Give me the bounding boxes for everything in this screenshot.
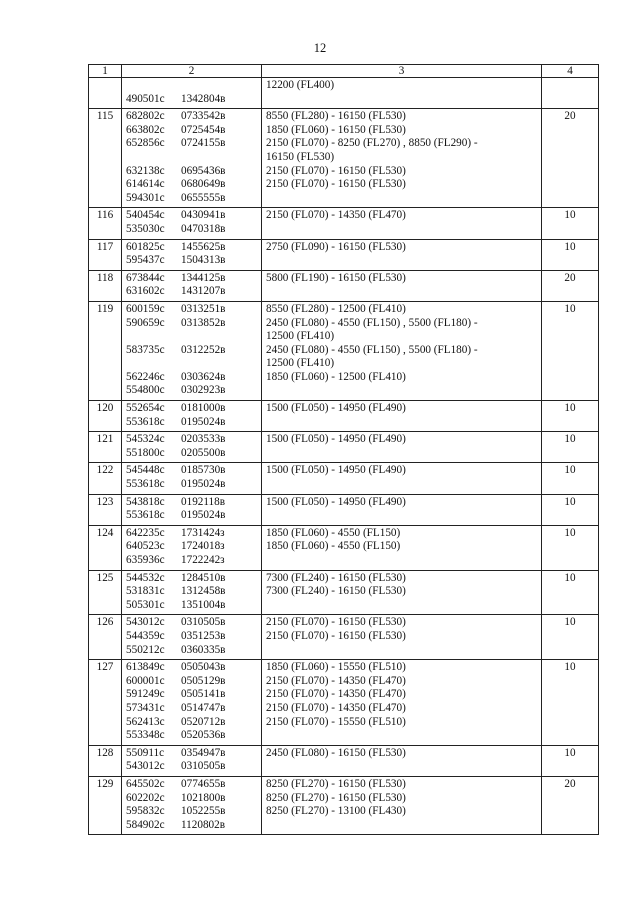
- longitude: 1431207в: [181, 285, 226, 298]
- altitude-range: 2150 (FL070) - 8250 (FL270) , 8850 (FL290) -: [266, 137, 478, 150]
- latitude: 554800с: [126, 384, 165, 397]
- longitude: 1312458в: [181, 585, 226, 598]
- coordinate-line: [126, 630, 257, 644]
- coordinates-cell: [122, 301, 262, 400]
- coordinate-line: [126, 151, 257, 165]
- table-row: [89, 660, 599, 746]
- row-number: 115: [89, 109, 122, 208]
- value-cell: 10: [542, 494, 599, 525]
- longitude: 0185730в: [181, 464, 226, 477]
- row-number: 116: [89, 208, 122, 239]
- coordinate-line: [126, 416, 257, 430]
- latitude: 540454с: [126, 209, 165, 222]
- latitude: 614614с: [126, 178, 165, 191]
- longitude: 0181000в: [181, 402, 226, 415]
- altitude-range: 2150 (FL070) - 16150 (FL530): [266, 616, 406, 629]
- table-row: [89, 776, 599, 834]
- latitude: 602202с: [126, 791, 165, 804]
- coordinate-line: [126, 729, 257, 743]
- value-cell: 10: [542, 301, 599, 400]
- coordinates-cell: [122, 401, 262, 432]
- coordinate-line: [126, 675, 257, 689]
- row-number: 118: [89, 270, 122, 301]
- latitude: 600159с: [126, 302, 165, 315]
- coordinate-line: [126, 819, 257, 833]
- row-number: 126: [89, 615, 122, 660]
- coordinate-line: [126, 330, 257, 344]
- longitude: 0310505в: [181, 616, 226, 629]
- latitude: 642235с: [126, 526, 165, 539]
- coordinate-line: [126, 760, 257, 774]
- row-number: 122: [89, 463, 122, 494]
- altitude-range: 8250 (FL270) - 16150 (FL530): [266, 791, 406, 804]
- longitude: 0724155в: [181, 137, 226, 150]
- longitude: 0774655в: [181, 777, 226, 790]
- coordinate-line: [126, 93, 257, 107]
- altitude-range: 2150 (FL070) - 14350 (FL470): [266, 688, 406, 701]
- longitude: 1052255в: [181, 805, 226, 818]
- coordinate-line: [126, 778, 257, 792]
- longitude: 1722242з: [181, 554, 225, 566]
- coordinates-cell: [122, 776, 262, 834]
- altitude-range: 2450 (FL080) - 16150 (FL530): [266, 746, 406, 759]
- value-cell: 10: [542, 615, 599, 660]
- value-cell: [542, 78, 599, 109]
- altitude-range: 8250 (FL270) - 13100 (FL430): [266, 805, 406, 818]
- altitude-range-cell: [262, 525, 542, 570]
- altitude-range: 7300 (FL240) - 16150 (FL530): [266, 585, 406, 598]
- longitude: 0514747в: [181, 701, 226, 714]
- altitude-range: 2150 (FL070) - 14350 (FL470): [266, 701, 406, 714]
- longitude: 0195024в: [181, 509, 226, 522]
- coordinate-line: [126, 402, 257, 416]
- value-cell: 10: [542, 401, 599, 432]
- latitude: 652856с: [126, 137, 165, 150]
- table-row: [89, 570, 599, 615]
- airspace-table: [88, 64, 599, 835]
- longitude: 0505043в: [181, 661, 226, 674]
- table-header-row: [89, 65, 599, 78]
- value-cell: 10: [542, 525, 599, 570]
- altitude-range: 8550 (FL280) - 12500 (FL410): [266, 302, 406, 315]
- latitude: 573431с: [126, 701, 165, 714]
- latitude: 663802с: [126, 123, 165, 136]
- longitude: 1724018з: [181, 540, 225, 553]
- coordinate-line: [126, 303, 257, 317]
- latitude: 595832с: [126, 805, 165, 818]
- table-row: [89, 432, 599, 463]
- coordinate-line: [126, 496, 257, 510]
- coordinate-line: [126, 716, 257, 730]
- latitude: 613849с: [126, 661, 165, 674]
- altitude-range: 1500 (FL050) - 14950 (FL490): [266, 402, 406, 415]
- longitude: 1021800в: [181, 791, 226, 804]
- latitude: 631602с: [126, 285, 165, 298]
- altitude-range: 2150 (FL070) - 16150 (FL530): [266, 178, 406, 191]
- coordinate-line: [126, 509, 257, 523]
- table-row: [89, 494, 599, 525]
- altitude-range: 2150 (FL070) - 14350 (FL470): [266, 674, 406, 687]
- latitude: 583735с: [126, 343, 165, 356]
- table-row: [89, 745, 599, 776]
- coordinate-line: [126, 688, 257, 702]
- altitude-range-cell: [262, 463, 542, 494]
- coordinates-cell: [122, 270, 262, 301]
- coordinates-cell: [122, 525, 262, 570]
- altitude-range-cell: [262, 660, 542, 746]
- value-cell: 20: [542, 776, 599, 834]
- longitude: 0695436в: [181, 164, 226, 177]
- table-row: [89, 525, 599, 570]
- latitude: 553618с: [126, 478, 165, 491]
- longitude: 0303624в: [181, 370, 226, 383]
- coordinate-line: [126, 272, 257, 286]
- row-number: 127: [89, 660, 122, 746]
- longitude: 0520536в: [181, 729, 226, 742]
- altitude-range: 1850 (FL060) - 4550 (FL150): [266, 526, 401, 539]
- latitude: 544359с: [126, 629, 165, 642]
- latitude: 635936с: [126, 554, 165, 566]
- table-row: [89, 615, 599, 660]
- latitude: 550911с: [126, 746, 165, 759]
- coordinate-line: [126, 585, 257, 599]
- altitude-range: 2450 (FL080) - 4550 (FL150) , 5500 (FL180) -: [266, 316, 478, 329]
- altitude-range: 12500 (FL410): [266, 330, 335, 343]
- latitude: 552654с: [126, 402, 165, 415]
- altitude-range-cell: [262, 745, 542, 776]
- altitude-range-cell: [262, 78, 542, 109]
- latitude: 632138с: [126, 164, 165, 177]
- altitude-range-cell: [262, 432, 542, 463]
- latitude: 553618с: [126, 509, 165, 522]
- altitude-range: 2150 (FL070) - 15550 (FL510): [266, 715, 406, 728]
- latitude: 543012с: [126, 760, 165, 773]
- coordinate-line: [126, 110, 257, 124]
- coordinate-line: [126, 165, 257, 179]
- row-number: 123: [89, 494, 122, 525]
- longitude: 1120802в: [181, 818, 226, 831]
- header-col-4: 4: [542, 65, 599, 78]
- latitude: 562413с: [126, 715, 165, 728]
- coordinate-line: [126, 747, 257, 761]
- coordinates-cell: [122, 570, 262, 615]
- altitude-range-cell: [262, 570, 542, 615]
- coordinate-line: [126, 137, 257, 151]
- table-row: [89, 301, 599, 400]
- altitude-range: 2150 (FL070) - 16150 (FL530): [266, 629, 406, 642]
- longitude: 0313852в: [181, 316, 226, 329]
- latitude: 553348с: [126, 729, 165, 742]
- coordinates-cell: [122, 745, 262, 776]
- longitude: 1284510в: [181, 571, 226, 584]
- altitude-range: 16150 (FL530): [266, 150, 335, 163]
- altitude-range-cell: [262, 208, 542, 239]
- coordinate-line: [126, 464, 257, 478]
- table-row: [89, 78, 599, 109]
- header-col-3: 3: [262, 65, 542, 78]
- coordinate-line: [126, 192, 257, 206]
- latitude: 531831с: [126, 585, 165, 598]
- altitude-range-cell: [262, 270, 542, 301]
- latitude: 595437с: [126, 254, 165, 267]
- coordinate-line: [126, 124, 257, 138]
- altitude-range: 8550 (FL280) - 16150 (FL530): [266, 110, 406, 123]
- coordinate-line: [126, 79, 257, 93]
- longitude: 0725454в: [181, 123, 226, 136]
- coordinate-line: [126, 285, 257, 299]
- table-row: [89, 239, 599, 270]
- coordinate-line: [126, 433, 257, 447]
- latitude: 591249с: [126, 688, 165, 701]
- value-cell: 10: [542, 745, 599, 776]
- latitude: 673844с: [126, 271, 165, 284]
- coordinate-line: [126, 209, 257, 223]
- coordinate-line: [126, 178, 257, 192]
- coordinate-line: [126, 527, 257, 541]
- altitude-range: 2150 (FL070) - 16150 (FL530): [266, 164, 406, 177]
- altitude-range: 8250 (FL270) - 16150 (FL530): [266, 777, 406, 790]
- table-row: [89, 109, 599, 208]
- row-number: 117: [89, 239, 122, 270]
- value-cell: 20: [542, 109, 599, 208]
- altitude-range: 1850 (FL060) - 4550 (FL150): [266, 540, 401, 553]
- coordinates-cell: [122, 494, 262, 525]
- longitude: 0312252в: [181, 343, 226, 356]
- coordinate-line: [126, 344, 257, 358]
- latitude: 584902с: [126, 818, 165, 831]
- table-row: [89, 401, 599, 432]
- table-row: [89, 270, 599, 301]
- coordinates-cell: [122, 239, 262, 270]
- latitude: 543012с: [126, 616, 165, 629]
- longitude: 0310505в: [181, 760, 226, 773]
- latitude: 594301с: [126, 191, 165, 204]
- row-number: 121: [89, 432, 122, 463]
- coordinate-line: [126, 478, 257, 492]
- coordinates-cell: [122, 463, 262, 494]
- coordinates-cell: [122, 615, 262, 660]
- longitude: 0205500в: [181, 446, 226, 459]
- altitude-range: 1850 (FL060) - 12500 (FL410): [266, 370, 406, 383]
- altitude-range: 12200 (FL400): [266, 79, 335, 91]
- coordinate-line: [126, 805, 257, 819]
- longitude: 1344125в: [181, 271, 226, 284]
- latitude: 545448с: [126, 464, 165, 477]
- longitude: 1731424з: [181, 526, 225, 539]
- altitude-range: 2450 (FL080) - 4550 (FL150) , 5500 (FL180) -: [266, 343, 478, 356]
- altitude-range: 2150 (FL070) - 14350 (FL470): [266, 209, 406, 222]
- row-number: [89, 78, 122, 109]
- longitude: 0470318в: [181, 222, 226, 235]
- longitude: 0360335в: [181, 643, 226, 656]
- latitude: 553618с: [126, 415, 165, 428]
- longitude: 0195024в: [181, 478, 226, 491]
- latitude: 550212с: [126, 643, 165, 656]
- coordinate-line: [126, 357, 257, 371]
- latitude: 645502с: [126, 777, 165, 790]
- coordinate-line: [126, 371, 257, 385]
- value-cell: 10: [542, 432, 599, 463]
- latitude: 543818с: [126, 495, 165, 508]
- longitude: 0195024в: [181, 415, 226, 428]
- longitude: 1504313в: [181, 254, 226, 267]
- longitude: 0680649в: [181, 178, 226, 191]
- altitude-range: 7300 (FL240) - 16150 (FL530): [266, 571, 406, 584]
- row-number: 125: [89, 570, 122, 615]
- coordinates-cell: [122, 208, 262, 239]
- latitude: 640523с: [126, 540, 165, 553]
- row-number: 119: [89, 301, 122, 400]
- coordinate-line: [126, 384, 257, 398]
- altitude-range: 1500 (FL050) - 14950 (FL490): [266, 464, 406, 477]
- value-cell: 10: [542, 463, 599, 494]
- header-col-2: 2: [122, 65, 262, 78]
- altitude-range-cell: [262, 615, 542, 660]
- coordinate-line: [126, 554, 257, 568]
- altitude-range: 1850 (FL060) - 16150 (FL530): [266, 123, 406, 136]
- page-number: 12: [313, 41, 327, 55]
- longitude: 0505129в: [181, 674, 226, 687]
- longitude: 1351004в: [181, 598, 226, 611]
- latitude: 562246с: [126, 370, 165, 383]
- row-number: 129: [89, 776, 122, 834]
- latitude: 600001с: [126, 674, 165, 687]
- value-cell: 10: [542, 660, 599, 746]
- latitude: 535030с: [126, 222, 165, 235]
- altitude-range-cell: [262, 494, 542, 525]
- latitude: 490501с: [126, 92, 165, 105]
- altitude-range: 1500 (FL050) - 14950 (FL490): [266, 433, 406, 446]
- longitude: 0192118в: [181, 495, 226, 508]
- coordinate-line: [126, 644, 257, 658]
- latitude: 505301с: [126, 598, 165, 611]
- coordinate-line: [126, 540, 257, 554]
- altitude-range-cell: [262, 239, 542, 270]
- altitude-range: 5800 (FL190) - 16150 (FL530): [266, 271, 406, 284]
- longitude: 0520712в: [181, 715, 226, 728]
- longitude: 0203533в: [181, 433, 226, 446]
- coordinate-line: [126, 241, 257, 255]
- longitude: 0430941в: [181, 209, 226, 222]
- latitude: 551800с: [126, 446, 165, 459]
- altitude-range-cell: [262, 401, 542, 432]
- altitude-range-cell: [262, 301, 542, 400]
- coordinate-line: [126, 572, 257, 586]
- latitude: 682802с: [126, 110, 165, 123]
- header-col-1: 1: [89, 65, 122, 78]
- coordinate-line: [126, 223, 257, 237]
- longitude: 0313251в: [181, 302, 226, 315]
- latitude: 590659с: [126, 316, 165, 329]
- latitude: 601825с: [126, 240, 165, 253]
- row-number: 120: [89, 401, 122, 432]
- coordinates-cell: [122, 78, 262, 109]
- altitude-range: 1500 (FL050) - 14950 (FL490): [266, 495, 406, 508]
- coordinate-line: [126, 792, 257, 806]
- coordinate-line: [126, 616, 257, 630]
- value-cell: 10: [542, 208, 599, 239]
- coordinate-line: [126, 599, 257, 613]
- longitude: 1455625в: [181, 240, 226, 253]
- table-row: [89, 463, 599, 494]
- latitude: 545324с: [126, 433, 165, 446]
- latitude: 544532с: [126, 571, 165, 584]
- coordinate-line: [126, 317, 257, 331]
- value-cell: 10: [542, 570, 599, 615]
- coordinate-line: [126, 702, 257, 716]
- coordinate-line: [126, 447, 257, 461]
- row-number: 124: [89, 525, 122, 570]
- altitude-range: 1850 (FL060) - 15550 (FL510): [266, 661, 406, 674]
- coordinates-cell: [122, 432, 262, 463]
- value-cell: 20: [542, 270, 599, 301]
- altitude-range: 2750 (FL090) - 16150 (FL530): [266, 240, 406, 253]
- value-cell: 10: [542, 239, 599, 270]
- longitude: 1342804в: [181, 92, 226, 105]
- coordinates-cell: [122, 660, 262, 746]
- table-row: [89, 208, 599, 239]
- row-number: 128: [89, 745, 122, 776]
- altitude-range-cell: [262, 109, 542, 208]
- coordinates-cell: [122, 109, 262, 208]
- longitude: 0354947в: [181, 746, 226, 759]
- longitude: 0302923в: [181, 384, 226, 397]
- longitude: 0655555в: [181, 191, 226, 204]
- coordinate-line: [126, 254, 257, 268]
- longitude: 0733542в: [181, 110, 226, 123]
- coordinate-line: [126, 661, 257, 675]
- longitude: 0351253в: [181, 629, 226, 642]
- longitude: 0505141в: [181, 688, 226, 701]
- altitude-range-cell: [262, 776, 542, 834]
- altitude-range: 12500 (FL410): [266, 357, 335, 370]
